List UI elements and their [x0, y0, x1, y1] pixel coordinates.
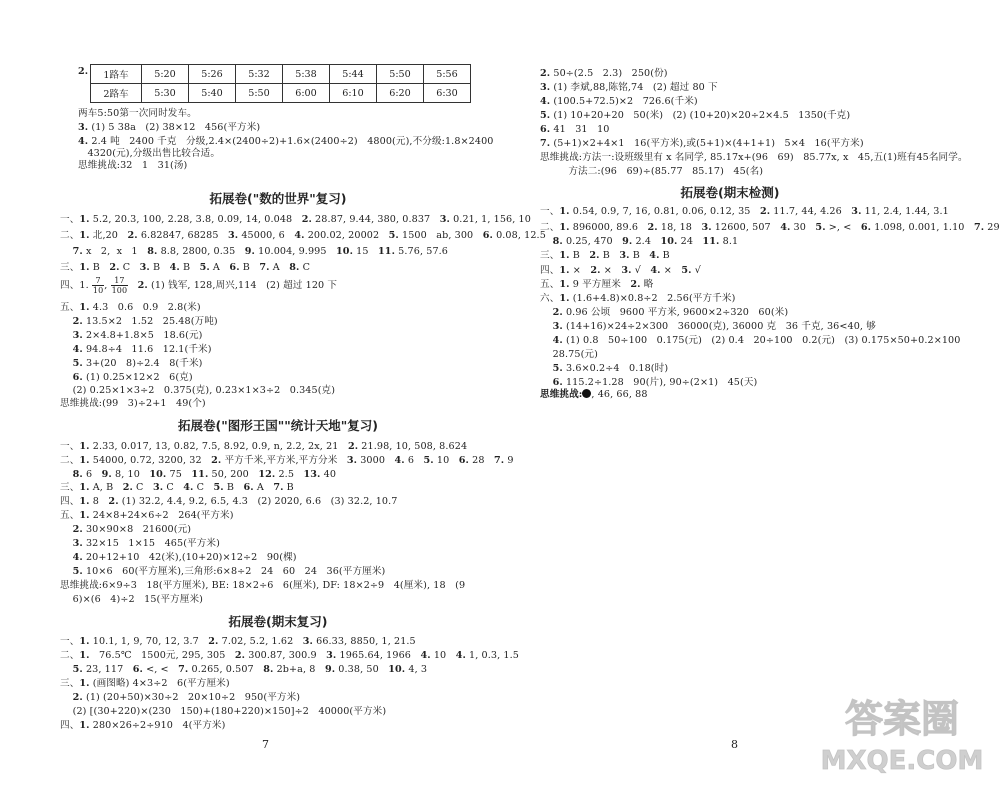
answer-line: 三、1. B 2. C 3. B 4. B 5. A 6. B 7. A 8. C: [60, 262, 311, 273]
answer-line: 四、1. 8 2. (1) 32.2, 4.4, 9.2, 6.5, 4.3 (2) 2020, 6.6 (3) 32.2, 10.7: [60, 496, 398, 507]
answer-line: 6. 41 31 10: [540, 124, 610, 135]
answer-line: 3. (1) 5 38a (2) 38×12 456(平方米): [78, 122, 261, 133]
bus-schedule-table: [90, 64, 471, 103]
table-cell: 5:50: [236, 84, 283, 103]
answer-line: 2. 50÷(2.5 2.3) 250(份): [540, 68, 668, 79]
answer-line: 三、1. (画图略) 4×3÷2 6(平方厘米): [60, 678, 230, 689]
answer-line: 方法二:(96 69)÷(85.77 85.17) 45(名): [540, 166, 764, 177]
answer-line: 思维挑战:6×9÷3 18(平方厘米), BE: 18×2÷6 6(厘米), DF: 18×2÷9 4(厘米), 18 (9: [60, 580, 466, 591]
answer-line: 4. 94.8÷4 11.6 12.1(千米): [72, 344, 212, 355]
answer-line: 思维挑战:32 1 31(汤): [78, 160, 188, 171]
answer-line: 一、1. 10.1, 1, 9, 70, 12, 3.7 2. 7.02, 5.2, 1.62 3. 66.33, 8850, 1, 21.5: [60, 636, 416, 647]
table-cell: 6:30: [424, 84, 471, 103]
table-cell: 5:20: [142, 65, 189, 84]
table-cell: 5:26: [189, 65, 236, 84]
answer-line: 四、1. 280×26÷2÷910 4(平方米): [60, 720, 226, 731]
table-cell: 6:10: [330, 84, 377, 103]
page-number: 8: [731, 738, 738, 751]
answer-line: (2) [(30+220)×(230 150)+(180+220)×150]÷2 40000(平方米): [60, 706, 387, 717]
svg-text:MXQE.COM: MXQE.COM: [820, 746, 984, 776]
table-row: [91, 65, 471, 84]
answer-line: 二、1. 896000, 89.6 2. 18, 18 3. 12600, 507 4. 30 5. >, < 6. 1.098, 0.001, 1.10 7. 29: [540, 222, 1000, 233]
answer-line: 3. (1) 李斌,88,陈铭,74 (2) 超过 80 下: [540, 82, 718, 93]
answer-line: 6. (1) 0.25×12×2 6(克): [72, 372, 193, 383]
answer-line: 思维挑战:方法一:设班级里有 x 名同学, 85.17x+(96 69) 85.77x, x 45,五(1)班有45名同学。: [540, 152, 968, 163]
answer-line: 7. x 2, x 1 8. 8.8, 2800, 0.35 9. 10.004, 9.995 10. 15 11. 5.76, 57.6: [72, 246, 449, 257]
answer-line-fractions: 四、1. $\frac{7}{10}$ , $\frac{17}{100}$ 2. (1) 钱军, 128,周兴,114 (2) 超过 120 下: [60, 276, 338, 295]
answer-line: 3. 2×4.8+1.8×5 18.6(元): [72, 330, 203, 341]
svg-text:答案圈: 答案圈: [844, 697, 960, 741]
fraction: $\frac{17}{100}$: [111, 276, 128, 295]
answer-line: 2. 30×90×8 21600(元): [72, 524, 192, 535]
table-cell: 6:20: [377, 84, 424, 103]
table-cell: 6:00: [283, 84, 330, 103]
answer-line: 5. 23, 117 6. <, < 7. 0.265, 0.507 8. 2b+a, 8 9. 0.38, 50 10. 4, 3: [72, 664, 428, 675]
table-cell: 5:56: [424, 65, 471, 84]
answer-line: 三、1. B 2. B 3. B 4. B: [540, 250, 670, 261]
page-number: 7: [262, 738, 269, 751]
answer-line: 2. (1) (20+50)×30÷2 20×10÷2 950(平方米): [72, 692, 301, 703]
answer-line: 四、1. × 2. × 3. √ 4. × 5. √: [540, 265, 701, 276]
answer-line: 五、1. 24×8+24×6÷2 264(平方米): [60, 510, 234, 521]
answer-line: 5. (1) 10+20+20 50(米) (2) (10+20)×20÷2×4.5 1350(千克): [540, 110, 851, 121]
row-header: 2路车: [91, 84, 142, 103]
answer-line: 五、1. 9 平方厘米 2. 略: [540, 279, 654, 290]
answer-line: 4320(元),分级出售比较合适。: [78, 148, 221, 159]
answer-line: 4. 20+12+10 42(米),(10+20)×12÷2 90(棵): [72, 552, 297, 563]
answer-line: 一、1. 5.2, 20.3, 100, 2.28, 3.8, 0.09, 14, 0.048 2. 28.87, 9.44, 380, 0.837 3. 0.21, 1, 156, 10: [60, 214, 531, 225]
table-cell: 5:32: [236, 65, 283, 84]
filled-circle-icon: [582, 389, 591, 398]
answer-line: 一、1. 0.54, 0.9, 7, 16, 0.81, 0.06, 0.12, 35 2. 11.7, 44, 4.26 3. 11, 2.4, 1.44, 3.1: [540, 206, 949, 217]
answer-line: 2. 0.96 公顷 9600 平方米, 9600×2÷320 60(米): [552, 307, 789, 318]
answer-line: 6. 115.2÷1.28 90(片), 90÷(2×1) 45(天): [552, 377, 758, 388]
answer-line: 4. (1) 0.8 50÷100 0.175(元) (2) 0.4 20÷100 0.2(元) (3) 0.175×50+0.2×100: [552, 335, 961, 346]
challenge-line: 思维挑战: , 46, 66, 88: [540, 389, 648, 400]
section-title: 拓展卷(期末检测): [680, 185, 780, 200]
table-cell: 5:44: [330, 65, 377, 84]
answer-line: 三、1. A, B 2. C 3. C 4. C 5. B 6. A 7. B: [60, 482, 294, 493]
table-cell: 5:50: [377, 65, 424, 84]
answer-line: 二、1. 北,20 2. 6.82847, 68285 3. 45000, 6 4. 200.02, 20002 5. 1500 ab, 300 6. 0.08, 12.5: [60, 230, 546, 241]
answer-line: 五、1. 4.3 0.6 0.9 2.8(米): [60, 302, 201, 313]
answer-line: 两车5:50第一次同时发车。: [78, 108, 197, 119]
section-title: 拓展卷("数的世界"复习): [209, 191, 347, 206]
answer-line: 8. 6 9. 8, 10 10. 75 11. 50, 200 12. 2.5 13. 40: [72, 469, 337, 480]
table-cell: 5:40: [189, 84, 236, 103]
answer-line: 2. 13.5×2 1.52 25.48(万吨): [72, 316, 218, 327]
answer-line: 3. (14+16)×24÷2×300 36000(克), 36000 克 36 千克, 36<40, 够: [552, 321, 876, 332]
right-page: [500, 0, 1000, 785]
answer-line: (2) 0.25×1×3÷2 0.375(克), 0.23×1×3÷2 0.345(克): [60, 385, 336, 396]
item-2-label: 2.: [78, 66, 89, 77]
answer-line: 5. 10×6 60(平方厘米),三角形:6×8÷2 24 60 24 36(平方厘米): [72, 566, 386, 577]
section-title: 拓展卷("图形王国""统计天地"复习): [178, 418, 378, 433]
answer-line: 二、1. 76.5℃ 1500元, 295, 305 2. 300.87, 300.9 3. 1965.64, 1966 4. 10 4. 1, 0.3, 1.5: [60, 650, 519, 661]
answer-line: 思维挑战:(99 3)÷2+1 49(个): [60, 398, 206, 409]
watermark-logo: [815, 687, 990, 777]
answer-line: 六、1. (1.6+4.8)×0.8÷2 2.56(平方千米): [540, 293, 736, 304]
answer-line: 7. (5+1)×2+4×1 16(平方米),或(5+1)×(4+1+1) 5×4 16(平方米): [540, 138, 864, 149]
answer-line: 28.75(元): [540, 349, 598, 360]
answer-line: 8. 0.25, 470 9. 2.4 10. 24 11. 8.1: [552, 236, 739, 247]
answer-line: 5. 3.6×0.2÷4 0.18(时): [552, 363, 669, 374]
answer-line: 4. (100.5+72.5)×2 726.6(千米): [540, 96, 698, 107]
table-row: [91, 84, 471, 103]
answer-line: 二、1. 54000, 0.72, 3200, 32 2. 平方千米,平方米,平方分米 3. 3000 4. 6 5. 10 6. 28 7. 9: [60, 455, 514, 466]
table-cell: 5:38: [283, 65, 330, 84]
section-title: 拓展卷(期末复习): [228, 614, 328, 629]
answer-line: 一、1. 2.33, 0.017, 13, 0.82, 7.5, 8.92, 0.9, n, 2.2, 2x, 21 2. 21.98, 10, 508, 8.624: [60, 441, 468, 452]
table-cell: 5:30: [142, 84, 189, 103]
answer-line: 3. 32×15 1×15 465(平方米): [72, 538, 220, 549]
fraction: $\frac{7}{10}$: [92, 276, 104, 295]
row-header: 1路车: [91, 65, 142, 84]
answer-line: 5. 3+(20 8)÷2.4 8(千米): [72, 358, 203, 369]
answer-line: 4. 2.4 吨 2400 千克 分级,2.4×(2400÷2)+1.6×(2400÷2) 4800(元),不分级:1.8×2400: [78, 136, 494, 147]
answer-line: 6)×(6 4)÷2 15(平方厘米): [60, 594, 203, 605]
